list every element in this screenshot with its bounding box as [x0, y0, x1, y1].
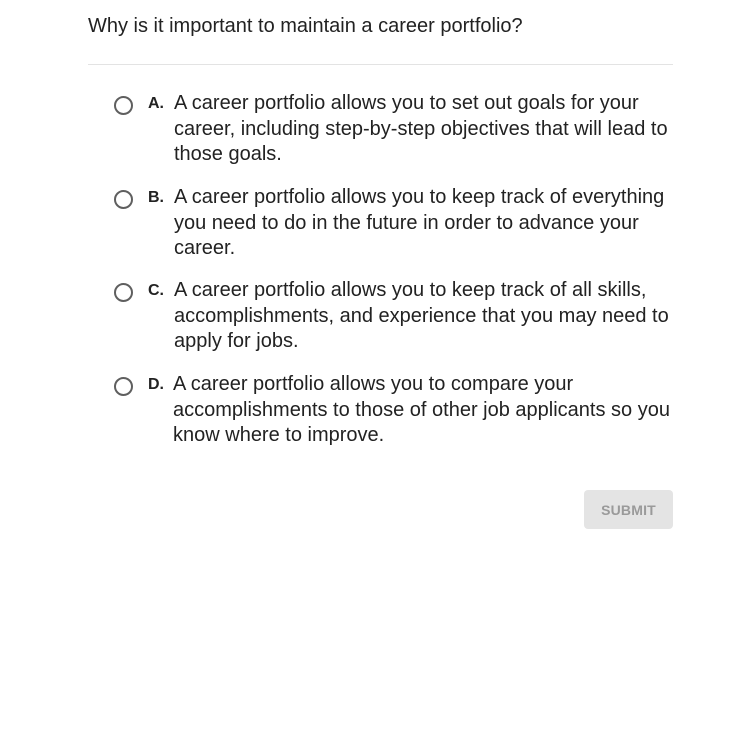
option-text: A career portfolio allows you to set out goals for your career, including step-by-step objectives that will lead to those goals.: [174, 92, 668, 165]
option-text: A career portfolio allows you to keep track of everything you need to do in the future in order to advance your career.: [174, 186, 665, 259]
option-text: A career portfolio allows you to keep track of all skills, accomplishments, and experience that you may need to apply for jobs.: [174, 279, 669, 352]
option-letter: D.: [148, 376, 164, 393]
radio-unchecked-icon[interactable]: [114, 283, 133, 302]
option-letter: B.: [148, 189, 164, 206]
radio-unchecked-icon[interactable]: [114, 377, 133, 396]
radio-unchecked-icon[interactable]: [114, 190, 133, 209]
option-text: A career portfolio allows you to compare your accomplishments to those of other job applicants so you know where to improve.: [173, 373, 670, 446]
radio-unchecked-icon[interactable]: [114, 96, 133, 115]
option-letter: C.: [148, 282, 164, 299]
question-text: Why is it important to maintain a career portfolio?: [88, 15, 523, 37]
divider: [88, 64, 673, 65]
submit-button[interactable]: SUBMIT: [584, 490, 673, 529]
option-letter: A.: [148, 95, 164, 112]
